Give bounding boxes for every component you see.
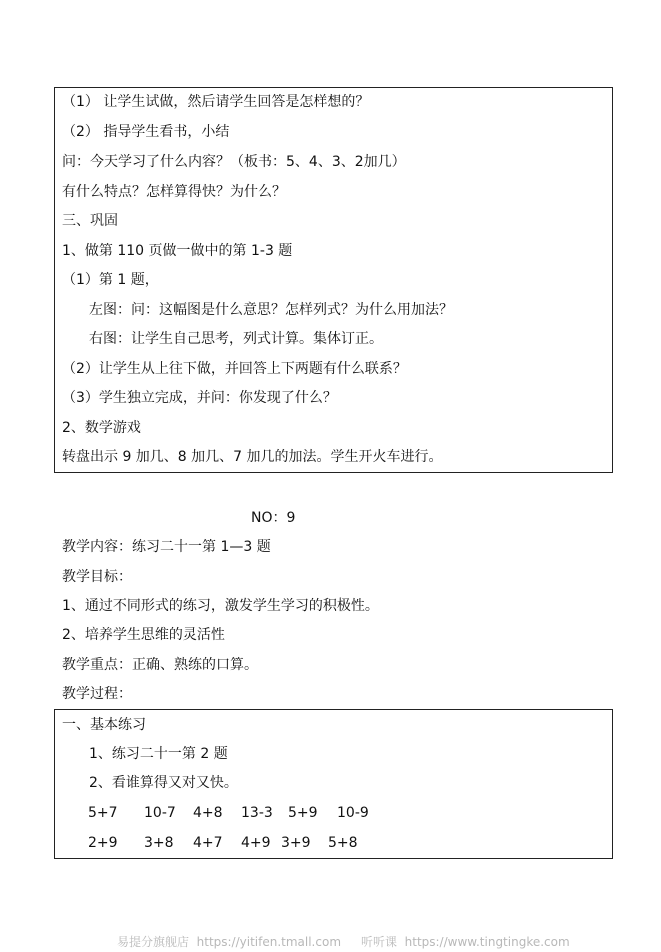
- problem: 10-7: [144, 805, 176, 821]
- text-line: 1、做第 110 页做一做中的第 1-3 题: [62, 243, 293, 259]
- text-line: 问：今天学习了什么内容？（板书：5、4、3、2加几）: [62, 154, 406, 170]
- exercise-item: 1、练习二十一第 2 题: [89, 746, 228, 762]
- problem: 5+9: [288, 805, 318, 821]
- problem: 10-9: [337, 805, 369, 821]
- problem: 2+9: [88, 835, 118, 851]
- exercise-item: 2、看谁算得又对又快。: [89, 775, 238, 791]
- section-heading: 一、基本练习: [62, 717, 146, 733]
- footer-shop-link[interactable]: 易提分旗舰店 https://yitifen.tmall.com: [117, 935, 342, 949]
- text-line: 有什么特点？怎样算得快？为什么？: [62, 184, 286, 200]
- text-line: 左图：问：这幅图是什么意思？怎样列式？为什么用加法？: [89, 302, 453, 318]
- text-line: （3）学生独立完成，并问：你发现了什么？: [62, 390, 337, 406]
- text-line: （1） 让学生试做，然后请学生回答是怎样想的？: [62, 94, 370, 110]
- text-line: （1）第 1 题，: [62, 272, 159, 288]
- problem: 13-3: [241, 805, 273, 821]
- problem: 5+7: [88, 805, 118, 821]
- goal-item: 2、培养学生思维的灵活性: [62, 627, 225, 643]
- text-line: （2） 指导学生看书，小结: [62, 124, 230, 140]
- process-heading: 教学过程：: [62, 686, 132, 702]
- goals-heading: 教学目标：: [62, 569, 132, 585]
- problem: 3+8: [144, 835, 174, 851]
- problem: 4+8: [193, 805, 223, 821]
- problem: 3+9: [281, 835, 311, 851]
- goal-item: 1、通过不同形式的练习，激发学生学习的积极性。: [62, 598, 379, 614]
- section-heading: 三、巩固: [62, 213, 118, 229]
- text-line: 2、数学游戏: [62, 420, 141, 436]
- lesson-content: 教学内容：练习二十一第 1—3 题: [62, 539, 271, 555]
- problem: 4+9: [241, 835, 271, 851]
- text-line: （2）让学生从上往下做，并回答上下两题有什么联系？: [62, 361, 407, 377]
- key-point: 教学重点：正确、熟练的口算。: [62, 657, 258, 673]
- lesson-number: NO：9: [251, 510, 296, 526]
- text-line: 转盘出示 9 加几、8 加几、7 加几的加法。学生开火车进行。: [62, 449, 443, 465]
- problem: 4+7: [193, 835, 223, 851]
- footer-site-link[interactable]: 听听课 https://www.tingtingke.com: [361, 935, 570, 949]
- text-line: 右图：让学生自己思考，列式计算。集体订正。: [89, 331, 383, 347]
- problem: 5+8: [328, 835, 358, 851]
